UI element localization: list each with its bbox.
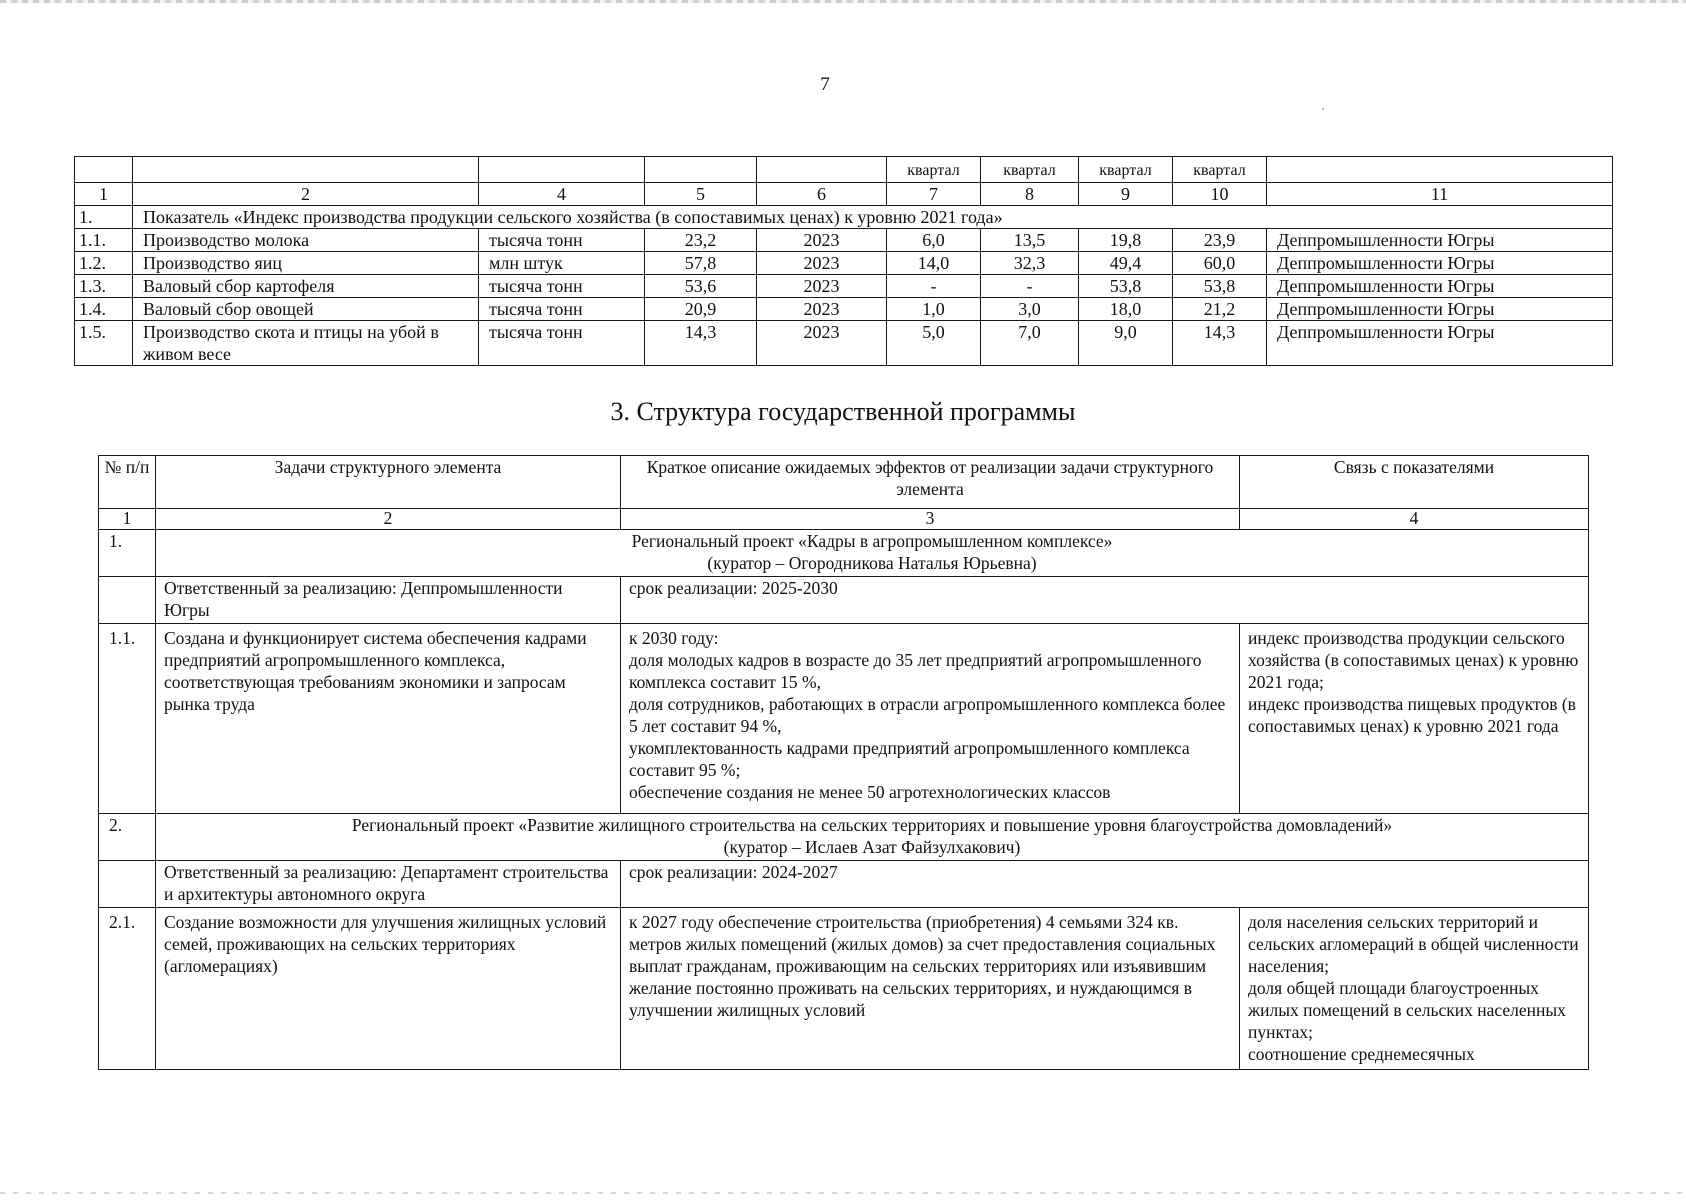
t1-colnum: 2 (133, 183, 479, 206)
t1-row-name: Производство скота и птицы на убой в живом весе (133, 321, 479, 366)
effect-line: укомплектованность кадрами предприятий агропромышленного комплекса составит 95 %; (629, 738, 1190, 780)
t1-row-year: 2023 (757, 275, 887, 298)
empty-cell (99, 577, 156, 624)
t1-row-base: 23,2 (645, 229, 757, 252)
t1-row-q3: 53,8 (1079, 275, 1173, 298)
t1-row-resp: Деппромышленности Югры (1267, 252, 1613, 275)
t1-header-quarter: квартал (887, 157, 981, 183)
t1-section-text: Показатель «Индекс производства продукции сельского хозяйства (в сопоставимых ценах) к уровню 2021 года» (133, 206, 1613, 229)
t1-colnum: 7 (887, 183, 981, 206)
responsible-row (99, 577, 1589, 624)
t2-colnum: 3 (621, 509, 1240, 530)
task-effects (621, 908, 1240, 1070)
t1-row-unit: тысяча тонн (479, 321, 645, 366)
t1-section-num: 1. (75, 206, 133, 229)
t1-row-year: 2023 (757, 321, 887, 366)
project-title: Региональный проект «Кадры в агропромышленном комплексе» (631, 531, 1113, 551)
table-row (75, 252, 1613, 275)
responsible-text: Ответственный за реализацию: Деппромышленности Югры (156, 577, 621, 624)
task-name: Создание возможности для улучшения жилищных условий семей, проживающих на сельских территориях (агломерациях) (156, 908, 621, 1070)
task-row (99, 624, 1589, 814)
responsible-row (99, 861, 1589, 908)
t1-colnum: 8 (981, 183, 1079, 206)
section-title: 3. Структура государственной программы (610, 397, 1076, 426)
t1-row-q2: - (981, 275, 1079, 298)
project-title: Региональный проект «Развитие жилищного строительства на сельских территориях и повышение уровня благоустройства домовладений» (351, 815, 1393, 835)
task-num: 2.1. (99, 908, 156, 1070)
term-text: срок реализации: 2024-2027 (621, 861, 1589, 908)
t1-row-name: Производство яиц (133, 252, 479, 275)
scan-edge-top (0, 0, 1686, 3)
indicators-table (74, 156, 1613, 366)
t2-header-tasks: Задачи структурного элемента (156, 456, 621, 509)
t1-row-q4: 23,9 (1173, 229, 1267, 252)
t2-colnum: 4 (1240, 509, 1589, 530)
t1-colnum: 4 (479, 183, 645, 206)
t1-colnum: 10 (1173, 183, 1267, 206)
effect-line: обеспечение создания не менее 50 агротехнологических классов (629, 782, 1111, 802)
t1-row-q3: 9,0 (1079, 321, 1173, 366)
t1-row-q1: - (887, 275, 981, 298)
t1-row-num: 1.2. (75, 252, 133, 275)
t1-row-q1: 14,0 (887, 252, 981, 275)
t2-colnum: 2 (156, 509, 621, 530)
t1-colnum: 1 (75, 183, 133, 206)
t1-row-num: 1.5. (75, 321, 133, 366)
t1-colnum: 9 (1079, 183, 1173, 206)
project-row (99, 814, 1589, 861)
link-line: соотношение среднемесячных (1248, 1044, 1475, 1064)
t1-header-empty (133, 157, 479, 183)
t1-row-q3: 18,0 (1079, 298, 1173, 321)
t1-row-resp: Деппромышленности Югры (1267, 275, 1613, 298)
project-row (99, 530, 1589, 577)
link-line: индекс производства продукции сельского хозяйства (в сопоставимых ценах) к уровню 2021 года; (1248, 628, 1579, 692)
table2-header-row (99, 456, 1589, 509)
t1-header-empty (645, 157, 757, 183)
t1-row-year: 2023 (757, 298, 887, 321)
t1-row-num: 1.3. (75, 275, 133, 298)
t1-row-year: 2023 (757, 252, 887, 275)
task-links (1240, 908, 1589, 1070)
t1-row-unit: тысяча тонн (479, 275, 645, 298)
t1-row-unit: тысяча тонн (479, 298, 645, 321)
effect-line: к 2030 году: (629, 628, 719, 648)
table1-numbering-row (75, 183, 1613, 206)
t1-row-unit: млн штук (479, 252, 645, 275)
t1-header-empty (757, 157, 887, 183)
effect-line: доля молодых кадров в возрасте до 35 лет предприятий агропромышленного комплекса составит 15 %, (629, 650, 1202, 692)
t1-row-q2: 13,5 (981, 229, 1079, 252)
table2-numbering-row (99, 509, 1589, 530)
project-num: 2. (99, 814, 156, 861)
task-num: 1.1. (99, 624, 156, 814)
page-number: 7 (820, 74, 830, 95)
task-row (99, 908, 1589, 1070)
t1-row-base: 14,3 (645, 321, 757, 366)
t1-colnum: 6 (757, 183, 887, 206)
t1-header-empty (1267, 157, 1613, 183)
program-structure-table (98, 455, 1589, 1070)
t1-row-q2: 3,0 (981, 298, 1079, 321)
t1-row-q1: 6,0 (887, 229, 981, 252)
t1-row-name: Производство молока (133, 229, 479, 252)
table1-header-row (75, 157, 1613, 183)
t1-row-name: Валовый сбор овощей (133, 298, 479, 321)
t1-row-q1: 5,0 (887, 321, 981, 366)
t1-row-q3: 49,4 (1079, 252, 1173, 275)
table-row (75, 321, 1613, 366)
term-text: срок реализации: 2025-2030 (621, 577, 1589, 624)
table-row (75, 229, 1613, 252)
project-cell (156, 814, 1589, 861)
project-cell (156, 530, 1589, 577)
t1-row-q2: 7,0 (981, 321, 1079, 366)
effect-line: доля сотрудников, работающих в отрасли агропромышленного комплекса более 5 лет составит 94 %, (629, 694, 1226, 736)
table-row (75, 298, 1613, 321)
responsible-text: Ответственный за реализацию: Департамент строительства и архитектуры автономного округа (156, 861, 621, 908)
scan-speck (1322, 108, 1324, 110)
t1-colnum: 5 (645, 183, 757, 206)
scan-edge-bottom (0, 1192, 1686, 1194)
link-line: доля общей площади благоустроенных жилых помещений в сельских населенных пунктах; (1248, 978, 1566, 1042)
t1-row-year: 2023 (757, 229, 887, 252)
t1-row-q1: 1,0 (887, 298, 981, 321)
t1-header-empty (75, 157, 133, 183)
t1-header-quarter: квартал (1173, 157, 1267, 183)
t1-colnum: 11 (1267, 183, 1613, 206)
project-curator: (куратор – Огородникова Наталья Юрьевна) (707, 553, 1037, 573)
t1-row-num: 1.1. (75, 229, 133, 252)
task-links (1240, 624, 1589, 814)
t1-row-q4: 14,3 (1173, 321, 1267, 366)
t1-row-resp: Деппромышленности Югры (1267, 229, 1613, 252)
task-name: Создана и функционирует система обеспечения кадрами предприятий агропромышленного комплекса, соответствующая требованиям экономики и запросам рынка труда (156, 624, 621, 814)
t2-header-num: № п/п (99, 456, 156, 509)
t1-row-base: 20,9 (645, 298, 757, 321)
t1-row-num: 1.4. (75, 298, 133, 321)
t2-header-links: Связь с показателями (1240, 456, 1589, 509)
t2-colnum: 1 (99, 509, 156, 530)
t1-header-empty (479, 157, 645, 183)
t1-row-q3: 19,8 (1079, 229, 1173, 252)
t1-row-base: 57,8 (645, 252, 757, 275)
t1-row-name: Валовый сбор картофеля (133, 275, 479, 298)
t1-row-q4: 53,8 (1173, 275, 1267, 298)
t1-header-quarter: квартал (1079, 157, 1173, 183)
t1-row-unit: тысяча тонн (479, 229, 645, 252)
t1-row-q4: 21,2 (1173, 298, 1267, 321)
effect-line: к 2027 году обеспечение строительства (приобретения) 4 семьями 324 кв. метров жилых помещений (жилых домов) за счет предоставления социальных выплат гражданам, проживающим на сельских территориях или изъявившим желание постоянно проживать на сельских территориях, и нуждающимся в улучшении жилищных условий (629, 912, 1216, 1020)
project-curator: (куратор – Ислаев Азат Файзулхакович) (723, 837, 1021, 857)
t1-row-q2: 32,3 (981, 252, 1079, 275)
task-effects (621, 624, 1240, 814)
t1-row-resp: Деппромышленности Югры (1267, 298, 1613, 321)
t1-row-resp: Деппромышленности Югры (1267, 321, 1613, 366)
t1-row-base: 53,6 (645, 275, 757, 298)
table1-section-row (75, 206, 1613, 229)
table-row (75, 275, 1613, 298)
empty-cell (99, 861, 156, 908)
t1-row-q4: 60,0 (1173, 252, 1267, 275)
t2-header-effects: Краткое описание ожидаемых эффектов от реализации задачи структурного элемента (621, 456, 1240, 509)
t1-header-quarter: квартал (981, 157, 1079, 183)
link-line: индекс производства пищевых продуктов (в сопоставимых ценах) к уровню 2021 года (1248, 694, 1576, 736)
link-line: доля населения сельских территорий и сельских агломераций в общей численности населения; (1248, 912, 1579, 976)
project-num: 1. (99, 530, 156, 577)
